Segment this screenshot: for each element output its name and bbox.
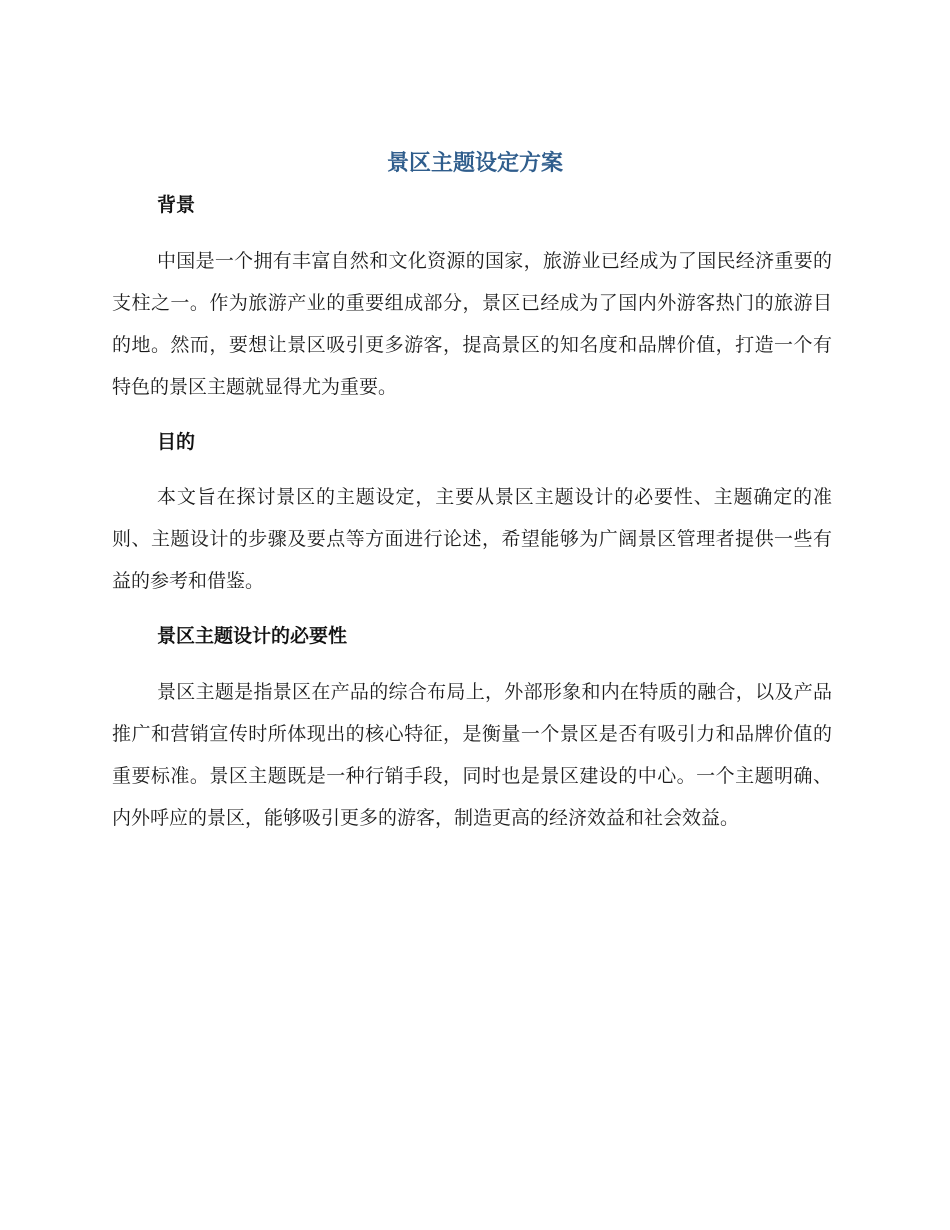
section-paragraph-purpose: 本文旨在探讨景区的主题设定，主要从景区主题设计的必要性、主题确定的准则、主题设计的步骤及要点等方面进行论述，希望能够为广阔景区管理者提供一些有益的参考和借鉴。	[112, 486, 832, 592]
section-paragraph-necessity: 景区主题是指景区在产品的综合布局上，外部形象和内在特质的融合，以及产品推广和营销宣传时所体现出的核心特征，是衡量一个景区是否有吸引力和品牌价值的重要标准。景区主题既是一种行销手段，同时也是景区建设的中心。一个主题明确、内外呼应的景区，能够吸引更多的游客，制造更高的经济效益和社会效益。	[112, 681, 832, 829]
section-paragraph-background: 中国是一个拥有丰富自然和文化资源的国家，旅游业已经成为了国民经济重要的支柱之一。作为旅游产业的重要组成部分，景区已经成为了国内外游客热门的旅游目的地。然而，要想让景区吸引更多游客，提高景区的知名度和品牌价值，打造一个有特色的景区主题就显得尤为重要。	[112, 250, 832, 398]
section-heading-purpose: 目的	[157, 431, 196, 453]
document-title: 景区主题设定方案	[386, 151, 563, 176]
section-heading-necessity: 景区主题设计的必要性	[157, 625, 348, 647]
section-heading-background: 背景	[157, 194, 196, 216]
